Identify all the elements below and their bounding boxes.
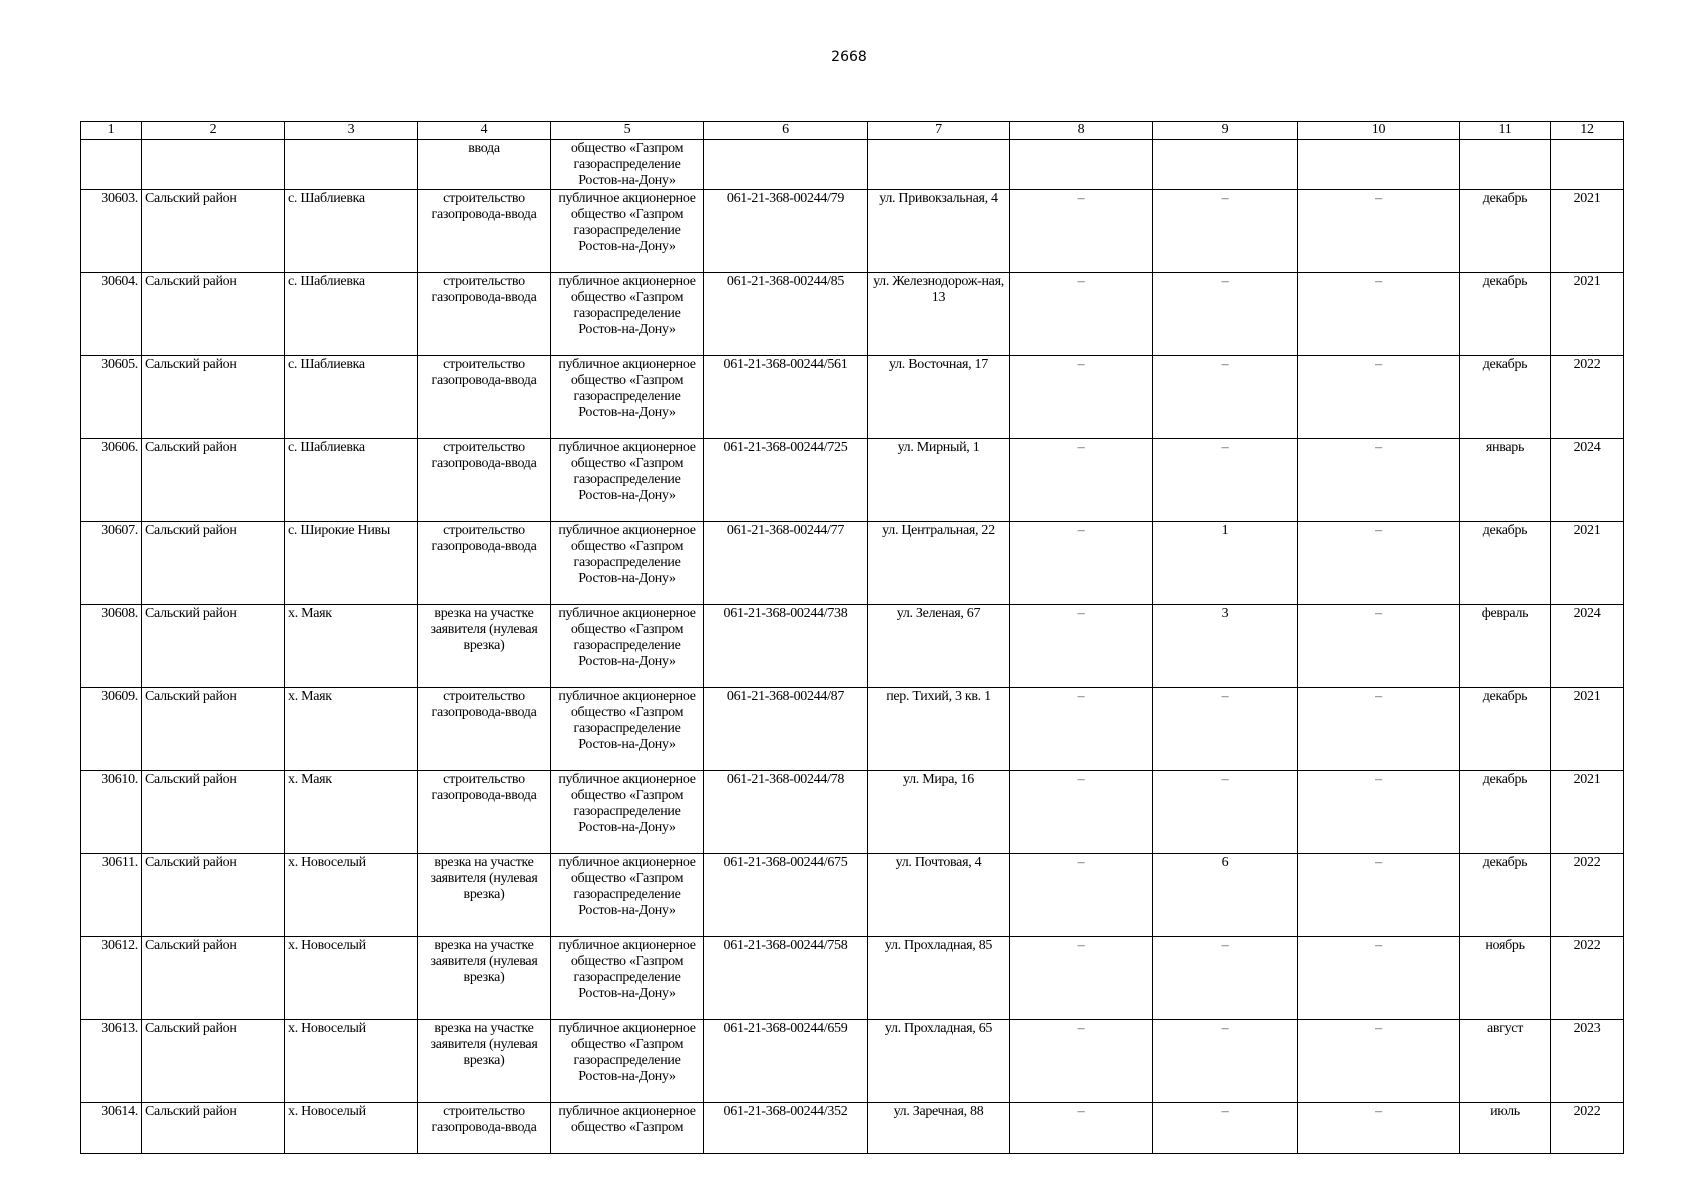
cell-year: 2021 [1551,273,1624,356]
cell-work-type: ввода [418,140,551,190]
cell-code: 061-21-368-00244/352 [704,1103,868,1154]
table-row [81,439,1624,522]
cell-district: Сальский район [142,439,285,522]
cell-col-8: – [1010,522,1153,605]
cell-col-9: 6 [1153,854,1298,937]
cell-empty [285,140,418,190]
cell-month: декабрь [1460,771,1551,854]
cell-locality: х. Новоселый [285,854,418,937]
cell-col-8: – [1010,1020,1153,1103]
cell-organization: публичное акционерное общество «Газпром газораспределение Ростов-на-Дону» [551,937,704,1020]
cell-empty [81,140,142,190]
column-header: 8 [1010,122,1153,140]
cell-organization: публичное акционерное общество «Газпром [551,1103,704,1154]
cell-address: ул. Железнодорож-ная, 13 [868,273,1010,356]
column-header: 7 [868,122,1010,140]
cell-month: январь [1460,439,1551,522]
cell-record-number: 30606. [81,439,142,522]
cell-address: ул. Почтовая, 4 [868,854,1010,937]
cell-organization: общество «Газпром газораспределение Ростов-на-Дону» [551,140,704,190]
cell-district: Сальский район [142,1103,285,1154]
cell-record-number: 30610. [81,771,142,854]
cell-year: 2022 [1551,937,1624,1020]
cell-month: декабрь [1460,522,1551,605]
cell-code: 061-21-368-00244/725 [704,439,868,522]
cell-record-number: 30611. [81,854,142,937]
cell-work-type: врезка на участке заявителя (нулевая врезка) [418,937,551,1020]
cell-address: ул. Мирный, 1 [868,439,1010,522]
cell-month: декабрь [1460,356,1551,439]
cell-code: 061-21-368-00244/87 [704,688,868,771]
cell-col-9: – [1153,771,1298,854]
cell-col-9: – [1153,273,1298,356]
table-row [81,854,1624,937]
cell-col-10: – [1298,854,1460,937]
cell-year: 2021 [1551,688,1624,771]
cell-col-10: – [1298,190,1460,273]
cell-col-10: – [1298,1020,1460,1103]
table-row [81,605,1624,688]
cell-locality: х. Новоселый [285,1020,418,1103]
cell-col-9: 1 [1153,522,1298,605]
cell-address: ул. Привокзальная, 4 [868,190,1010,273]
table-row [81,190,1624,273]
cell-empty [1298,140,1460,190]
cell-col-9: – [1153,356,1298,439]
cell-code: 061-21-368-00244/79 [704,190,868,273]
column-header: 4 [418,122,551,140]
data-table [80,121,1624,1154]
cell-col-8: – [1010,771,1153,854]
cell-month: декабрь [1460,190,1551,273]
cell-work-type: строительство газопровода-ввода [418,356,551,439]
cell-address: ул. Центральная, 22 [868,522,1010,605]
cell-locality: х. Маяк [285,605,418,688]
cell-organization: публичное акционерное общество «Газпром газораспределение Ростов-на-Дону» [551,439,704,522]
cell-year: 2022 [1551,854,1624,937]
cell-record-number: 30604. [81,273,142,356]
table-row [81,771,1624,854]
cell-record-number: 30612. [81,937,142,1020]
cell-record-number: 30608. [81,605,142,688]
cell-address: ул. Зеленая, 67 [868,605,1010,688]
table-row [81,1103,1624,1154]
cell-month: ноябрь [1460,937,1551,1020]
cell-work-type: строительство газопровода-ввода [418,439,551,522]
cell-code: 061-21-368-00244/758 [704,937,868,1020]
cell-col-8: – [1010,605,1153,688]
cell-col-10: – [1298,439,1460,522]
cell-code: 061-21-368-00244/738 [704,605,868,688]
cell-district: Сальский район [142,273,285,356]
cell-col-8: – [1010,273,1153,356]
cell-locality: х. Новоселый [285,1103,418,1154]
cell-work-type: врезка на участке заявителя (нулевая врезка) [418,605,551,688]
cell-month: февраль [1460,605,1551,688]
column-header: 2 [142,122,285,140]
cell-month: август [1460,1020,1551,1103]
cell-empty [1153,140,1298,190]
cell-work-type: строительство газопровода-ввода [418,688,551,771]
cell-col-9: – [1153,688,1298,771]
column-header: 9 [1153,122,1298,140]
column-header: 11 [1460,122,1551,140]
cell-work-type: врезка на участке заявителя (нулевая врезка) [418,1020,551,1103]
cell-year: 2024 [1551,605,1624,688]
cell-work-type: строительство газопровода-ввода [418,273,551,356]
cell-col-10: – [1298,605,1460,688]
cell-col-10: – [1298,356,1460,439]
table-row [81,688,1624,771]
column-header: 5 [551,122,704,140]
cell-address: ул. Восточная, 17 [868,356,1010,439]
cell-year: 2021 [1551,522,1624,605]
cell-code: 061-21-368-00244/561 [704,356,868,439]
column-header: 10 [1298,122,1460,140]
cell-locality: с. Широкие Нивы [285,522,418,605]
header-row [81,122,1624,140]
cell-col-9: – [1153,1103,1298,1154]
cell-organization: публичное акционерное общество «Газпром газораспределение Ростов-на-Дону» [551,522,704,605]
table-row [81,1020,1624,1103]
cell-col-9: – [1153,1020,1298,1103]
cell-col-8: – [1010,937,1153,1020]
page-number: 2668 [831,49,867,65]
cell-year: 2024 [1551,439,1624,522]
cell-organization: публичное акционерное общество «Газпром газораспределение Ростов-на-Дону» [551,688,704,771]
cell-col-10: – [1298,273,1460,356]
cell-empty [142,140,285,190]
cell-col-8: – [1010,439,1153,522]
cell-district: Сальский район [142,522,285,605]
cell-address: ул. Прохладная, 65 [868,1020,1010,1103]
cell-address: ул. Заречная, 88 [868,1103,1010,1154]
column-header: 1 [81,122,142,140]
cell-organization: публичное акционерное общество «Газпром газораспределение Ростов-на-Дону» [551,190,704,273]
cell-address: ул. Мира, 16 [868,771,1010,854]
cell-locality: с. Шаблиевка [285,273,418,356]
cell-district: Сальский район [142,688,285,771]
column-header: 6 [704,122,868,140]
cell-record-number: 30613. [81,1020,142,1103]
cell-organization: публичное акционерное общество «Газпром газораспределение Ростов-на-Дону» [551,356,704,439]
cell-col-9: – [1153,190,1298,273]
table-header [81,122,1624,140]
cell-code: 061-21-368-00244/659 [704,1020,868,1103]
cell-record-number: 30609. [81,688,142,771]
cell-district: Сальский район [142,356,285,439]
cell-code: 061-21-368-00244/77 [704,522,868,605]
cell-district: Сальский район [142,771,285,854]
cell-organization: публичное акционерное общество «Газпром газораспределение Ростов-на-Дону» [551,273,704,356]
table-body [81,140,1624,1154]
cell-record-number: 30603. [81,190,142,273]
cell-locality: с. Шаблиевка [285,356,418,439]
cell-col-8: – [1010,688,1153,771]
cell-year: 2021 [1551,190,1624,273]
cell-locality: х. Маяк [285,771,418,854]
cell-code: 061-21-368-00244/78 [704,771,868,854]
cell-organization: публичное акционерное общество «Газпром газораспределение Ростов-на-Дону» [551,1020,704,1103]
continuation-row [81,140,1624,190]
cell-col-10: – [1298,688,1460,771]
cell-empty [1551,140,1624,190]
cell-month: декабрь [1460,273,1551,356]
column-header: 12 [1551,122,1624,140]
cell-col-10: – [1298,771,1460,854]
cell-work-type: строительство газопровода-ввода [418,1103,551,1154]
cell-district: Сальский район [142,1020,285,1103]
cell-district: Сальский район [142,190,285,273]
cell-month: июль [1460,1103,1551,1154]
cell-code: 061-21-368-00244/85 [704,273,868,356]
cell-district: Сальский район [142,605,285,688]
cell-locality: с. Шаблиевка [285,439,418,522]
cell-record-number: 30614. [81,1103,142,1154]
cell-work-type: врезка на участке заявителя (нулевая врезка) [418,854,551,937]
cell-locality: с. Шаблиевка [285,190,418,273]
cell-work-type: строительство газопровода-ввода [418,771,551,854]
column-header: 3 [285,122,418,140]
cell-organization: публичное акционерное общество «Газпром газораспределение Ростов-на-Дону» [551,771,704,854]
cell-col-10: – [1298,937,1460,1020]
cell-col-8: – [1010,1103,1153,1154]
cell-month: декабрь [1460,854,1551,937]
cell-locality: х. Маяк [285,688,418,771]
cell-address: пер. Тихий, 3 кв. 1 [868,688,1010,771]
cell-col-9: 3 [1153,605,1298,688]
table-row [81,937,1624,1020]
cell-district: Сальский район [142,854,285,937]
cell-year: 2021 [1551,771,1624,854]
cell-empty [1010,140,1153,190]
cell-work-type: строительство газопровода-ввода [418,522,551,605]
cell-work-type: строительство газопровода-ввода [418,190,551,273]
cell-year: 2022 [1551,1103,1624,1154]
cell-year: 2022 [1551,356,1624,439]
cell-empty [704,140,868,190]
table-row [81,522,1624,605]
cell-locality: х. Новоселый [285,937,418,1020]
cell-district: Сальский район [142,937,285,1020]
cell-organization: публичное акционерное общество «Газпром газораспределение Ростов-на-Дону» [551,605,704,688]
cell-col-10: – [1298,522,1460,605]
cell-col-9: – [1153,937,1298,1020]
cell-year: 2023 [1551,1020,1624,1103]
cell-address: ул. Прохладная, 85 [868,937,1010,1020]
cell-col-10: – [1298,1103,1460,1154]
cell-col-9: – [1153,439,1298,522]
cell-col-8: – [1010,356,1153,439]
cell-month: декабрь [1460,688,1551,771]
cell-col-8: – [1010,854,1153,937]
table-row [81,273,1624,356]
table-row [81,356,1624,439]
cell-organization: публичное акционерное общество «Газпром газораспределение Ростов-на-Дону» [551,854,704,937]
cell-empty [868,140,1010,190]
cell-code: 061-21-368-00244/675 [704,854,868,937]
cell-record-number: 30605. [81,356,142,439]
cell-empty [1460,140,1551,190]
cell-record-number: 30607. [81,522,142,605]
cell-col-8: – [1010,190,1153,273]
